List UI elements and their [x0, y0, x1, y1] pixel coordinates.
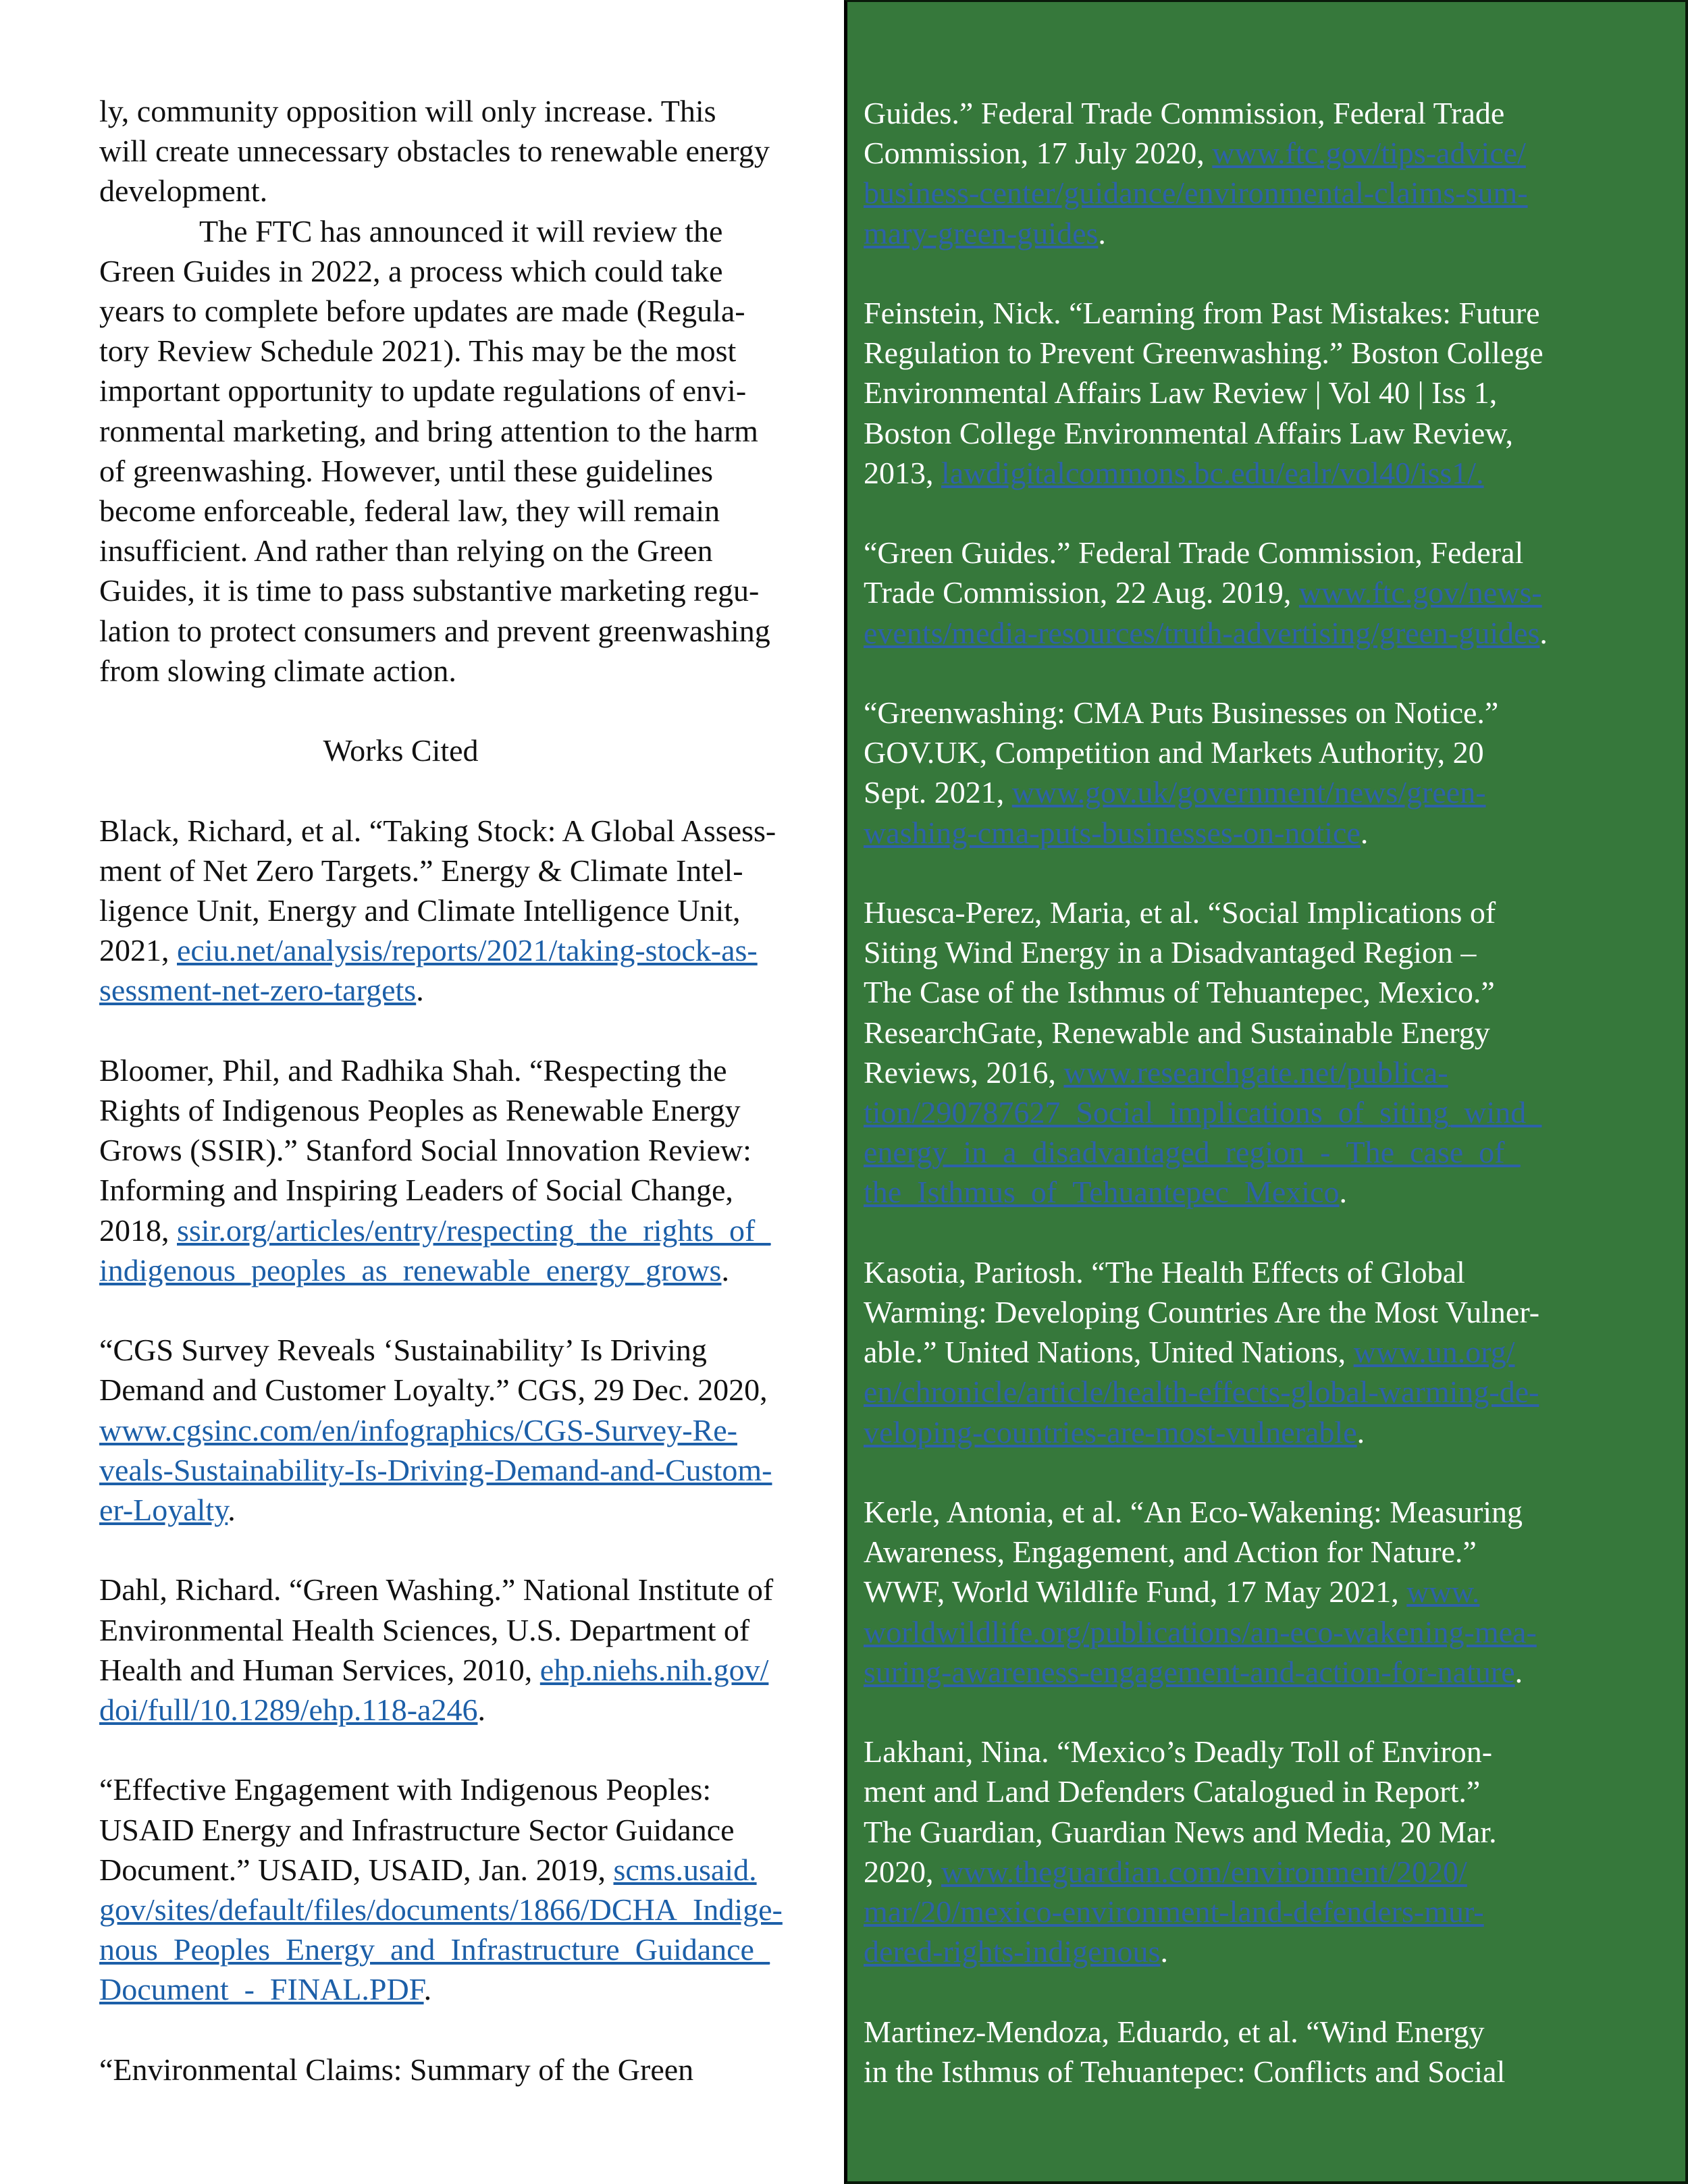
- citation-ftc-continued: Guides.” Federal Trade Commission, Federal Trade Commission, 17 July 2020, www.ftc.gov/tips-advice/ business-center/guidance/environmental-claims-sum- mary-green-guides.: [864, 96, 1528, 250]
- citation-kasotia: Kasotia, Paritosh. “The Health Effects of Global Warming: Developing Countries Are the Most Vulner- able.” United Nations, United Nations, www.un.org/ en/chronicle/article/health-effects-global-warming-de- veloping-countries-are-most-vulnerable.: [864, 1254, 1540, 1449]
- citation-usaid: “Effective Engagement with Indigenous Peoples: USAID Energy and Infrastructure Sector Guidance Document.” USAID, USAID, Jan. 2019, scms.usaid. gov/sites/default/files/documents/1866/DCHA_Indige- nous_Peoples_Energy_and_Infrastructure_Guidance_ Document_-_FINAL.PDF.: [99, 1772, 783, 2007]
- citation-link[interactable]: www.ftc.gov/tips-advice/ business-center/guidance/environmental-claims-sum- mary-green-guides: [864, 136, 1528, 250]
- citation-link[interactable]: www.un.org/ en/chronicle/article/health-effects-global-warming-de- veloping-countries-are-most-vulnerable: [864, 1335, 1539, 1449]
- citation-bloomer: Bloomer, Phil, and Radhika Shah. “Respecting the Rights of Indigenous Peoples as Renewable Energy Grows (SSIR).” Stanford Social Innovation Review: Informing and Inspiring Leaders of Social Change, 2018, ssir.org/articles/entry/respecting_the_rights_of_ indigenous_peoples_as_renewable_energy_grows.: [99, 1053, 771, 1287]
- citation-link[interactable]: www.gov.uk/government/news/green- washing-cma-puts-businesses-on-notice: [864, 775, 1486, 850]
- citation-link[interactable]: www.cgsinc.com/en/infographics/CGS-Survey-Re- veals-Sustainability-Is-Driving-Demand-and-Custom- er-Loyalty: [99, 1412, 772, 1528]
- citation-feinstein: Feinstein, Nick. “Learning from Past Mistakes: Future Regulation to Prevent Greenwashing.” Boston College Environmental Affairs Law Review | Vol 40 | Iss 1, Boston College Environmental Affairs Law Review, 2013, lawdigitalcommons.bc.edu/ealr/vol40/iss1/.: [864, 296, 1544, 490]
- citation-link[interactable]: ehp.niehs.nih.gov/ doi/full/10.1289/ehp.118-a246: [99, 1652, 769, 1728]
- citation-link[interactable]: scms.usaid. gov/sites/default/files/documents/1866/DCHA_Indige- nous_Peoples_Energy_and_Infrastructure_Guidance_ Document_-_FINAL.PDF: [99, 1852, 783, 2007]
- works-cited-heading: Works Cited: [323, 733, 479, 768]
- citation-green-guides: “Green Guides.” Federal Trade Commission, Federal Trade Commission, 22 Aug. 2019, www.ftc.gov/news- events/media-resources/truth-advertising/green-guides.: [864, 535, 1548, 650]
- citation-martinez-mendoza: Martinez-Mendoza, Eduardo, et al. “Wind Energy in the Isthmus of Tehuantepec: Conflicts and Social: [864, 2014, 1506, 2089]
- citation-link[interactable]: lawdigitalcommons.bc.edu/ealr/vol40/iss1/.: [941, 455, 1484, 490]
- citation-link[interactable]: www.researchgate.net/publica- tion/290787627_Social_implications_of_siting_wind_ energy_in_a_disadvantaged_region_-_The_case_of_ the_Isthmus_of_Tehuantepec_Mexico: [864, 1055, 1542, 1210]
- citation-cgs: “CGS Survey Reveals ‘Sustainability’ Is Driving Demand and Customer Loyalty.” CGS, 29 Dec. 2020, www.cgsinc.com/en/infographics/CGS-Survey-Re- veals-Sustainability-Is-Driving-Demand-and-Custom- er-Loyalty.: [99, 1333, 772, 1528]
- conclusion-paragraph: The FTC has announced it will review the Green Guides in 2022, a process which could take years to complete before updates are made (Regula- tory Review Schedule 2021). This may be the most important opportunity to update regulations of envi- ronmental marketing, and bring attention to the harm of greenwashing. However, until these guidelines become enforceable, federal law, they will remain insufficient. And rather than relying on the Green Guides, it is time to pass substantive marketing regu- lation to protect consumers and prevent greenwashing from slowing climate action.: [99, 213, 770, 688]
- citation-dahl: Dahl, Richard. “Green Washing.” National Institute of Environmental Health Sciences, U.S. Department of Health and Human Services, 2010, ehp.niehs.nih.gov/ doi/full/10.1289/ehp.118-a246.: [99, 1572, 774, 1728]
- citation-huesca-perez: Huesca-Perez, Maria, et al. “Social Implications of Siting Wind Energy in a Disadvantaged Region – The Case of the Isthmus of Tehuantepec, Mexico.” ResearchGate, Renewable and Sustainable Energy Reviews, 2016, www.researchgate.net/publica- tion/290787627_Social_implications_of_siting_wind_ energy_in_a_disadvantaged_region_-_The_case_of_ the_Isthmus_of_Tehuantepec_Mexico.: [864, 895, 1542, 1210]
- citation-link[interactable]: www.theguardian.com/environment/2020/ mar/20/mexico-environment-land-defenders-mur- dered-rights-indigenous: [864, 1854, 1484, 1969]
- citation-black: Black, Richard, et al. “Taking Stock: A Global Assess- ment of Net Zero Targets.” Energy & Climate Intel- ligence Unit, Energy and Climate Intelligence Unit, 2021, eciu.net/analysis/reports/2021/taking-stock-as- sessment-net-zero-targets.: [99, 813, 776, 1008]
- citation-link[interactable]: eciu.net/analysis/reports/2021/taking-stock-as- sessment-net-zero-targets: [99, 933, 758, 1008]
- citation-cma: “Greenwashing: CMA Puts Businesses on Notice.” GOV.UK, Competition and Markets Authority, 20 Sept. 2021, www.gov.uk/government/news/green- washing-cma-puts-businesses-on-notice.: [864, 695, 1499, 850]
- right-column-panel: [844, 0, 1688, 2184]
- citation-lakhani: Lakhani, Nina. “Mexico’s Deadly Toll of Environ- ment and Land Defenders Catalogued in Report.” The Guardian, Guardian News and Media, 20 Mar. 2020, www.theguardian.com/environment/2020/ mar/20/mexico-environment-land-defenders-mur- dered-rights-indigenous.: [864, 1734, 1497, 1969]
- closing-paragraph-fragment: ly, community opposition will only increase. This will create unnecessary obstacles to renewable energy development.: [99, 94, 770, 209]
- citation-kerle: Kerle, Antonia, et al. “An Eco-Wakening: Measuring Awareness, Engagement, and Action for Nature.” WWF, World Wildlife Fund, 17 May 2021, www. worldwildlife.org/publications/an-eco-wakening-mea- suring-awareness-engagement-and-action-for-nature.: [864, 1495, 1537, 1689]
- citation-link[interactable]: www. worldwildlife.org/publications/an-eco-wakening-mea- suring-awareness-engagement-and-action-for-nature: [864, 1574, 1537, 1689]
- citation-link[interactable]: www.ftc.gov/news- events/media-resources/truth-advertising/green-guides: [864, 575, 1542, 650]
- citation-link[interactable]: ssir.org/articles/entry/respecting_the_rights_of_ indigenous_peoples_as_renewable_energy_grows: [99, 1213, 771, 1287]
- citation-ftc-start: “Environmental Claims: Summary of the Green: [99, 2052, 694, 2087]
